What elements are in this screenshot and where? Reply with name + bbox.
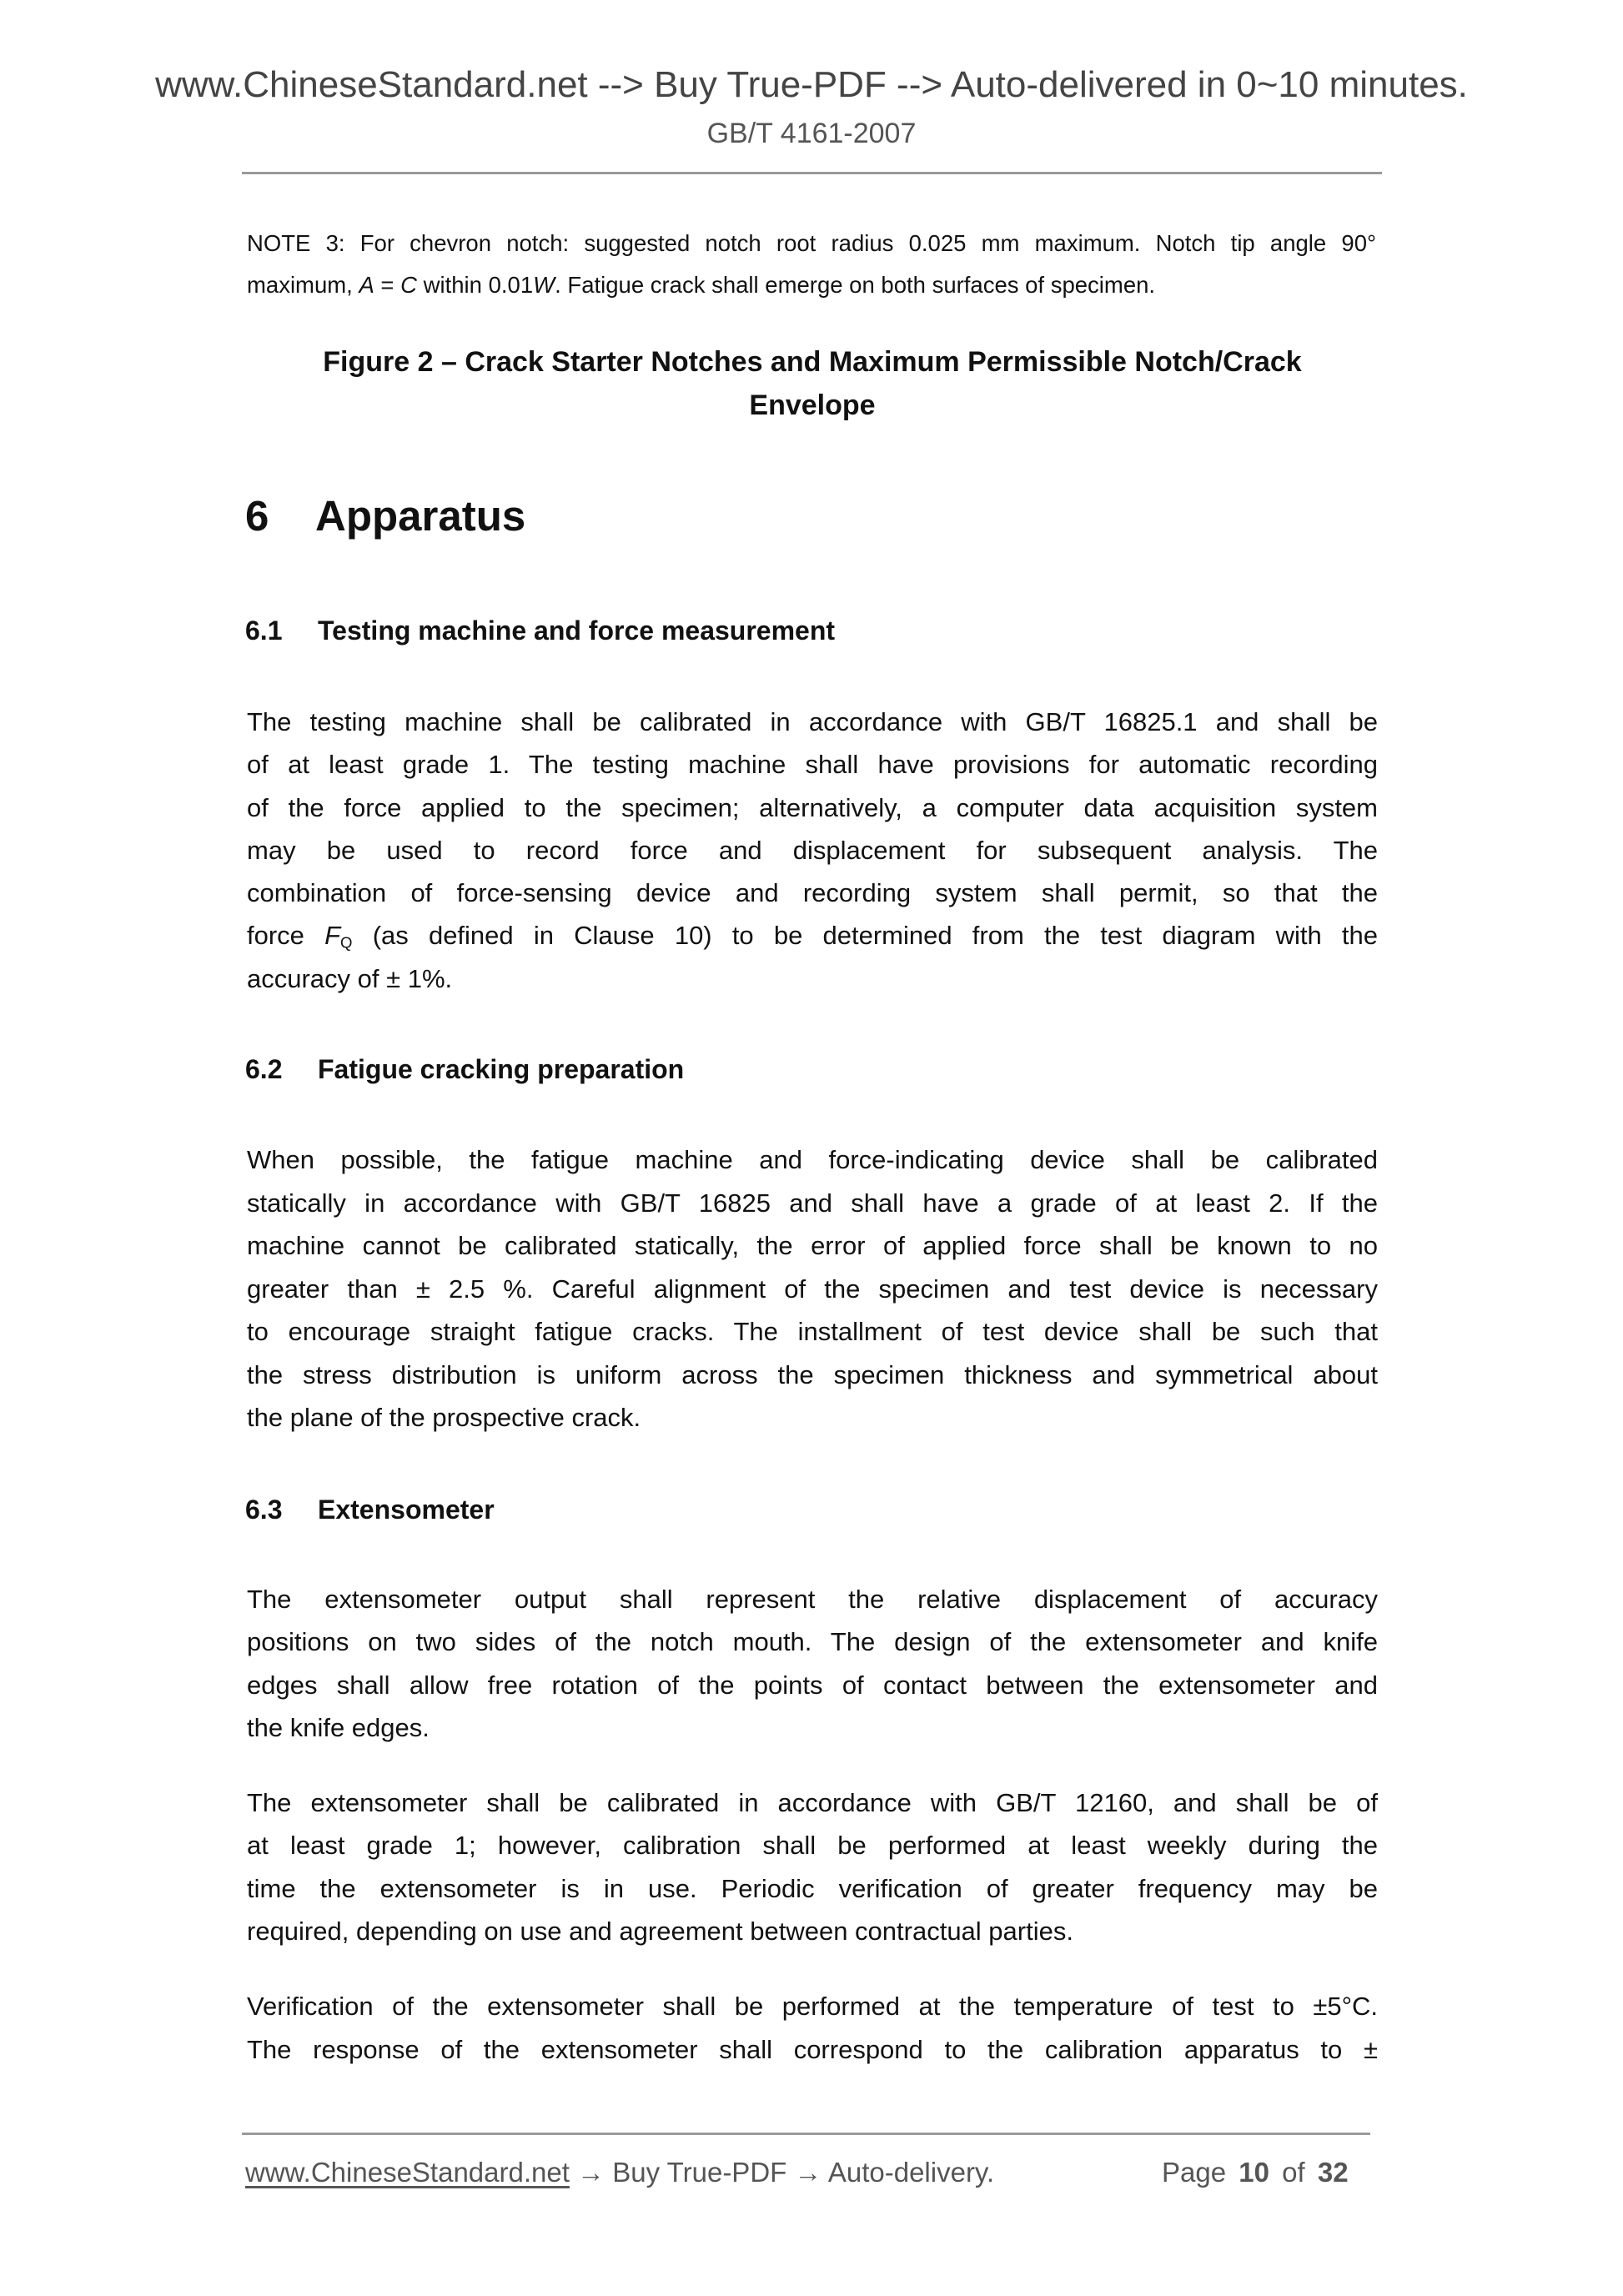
subsection-heading-6-1 — [245, 617, 835, 644]
body-line: Verification of the extensometer shall be performed at the temperature of test to ±5°C. — [247, 1992, 1378, 2021]
body-line: edges shall allow free rotation of the points of contact between the extensometer and — [247, 1671, 1378, 1700]
body-line: When possible, the fatigue machine and force-indicating device shall be calibrated — [247, 1145, 1378, 1174]
header-divider — [242, 172, 1382, 174]
body-line: combination of force-sensing device and recording system shall permit, so that the — [247, 878, 1378, 907]
body-line: the stress distribution is uniform across the specimen thickness and symmetrical about — [247, 1360, 1378, 1389]
footer-site-link[interactable]: www.ChineseStandard.net — [245, 2157, 570, 2188]
section-number: 6 — [245, 492, 269, 540]
subsection-heading-6-2 — [245, 1056, 684, 1083]
footer-delivery-text: Auto-delivery. — [827, 2157, 995, 2188]
subsection-heading-6-3 — [245, 1496, 495, 1523]
subsection-number: 6.2 — [245, 1054, 283, 1084]
header-promo-line: www.ChineseStandard.net --> Buy True-PDF --> Auto-delivered in 0~10 minutes. — [155, 64, 1468, 105]
body-line: to encourage straight fatigue cracks. The installment of test device shall be such that — [247, 1317, 1378, 1346]
figure-caption-line-1: Figure 2 – Crack Starter Notches and Maximum Permissible Notch/Crack — [323, 346, 1302, 378]
body-line: the plane of the prospective crack. — [247, 1403, 641, 1432]
subsection-title: Extensometer — [318, 1495, 495, 1525]
arrow-right-icon: → — [577, 2157, 605, 2188]
section-title: Apparatus — [315, 492, 526, 540]
body-line: greater than ± 2.5 %. Careful alignment of the specimen and test device is necessary — [247, 1274, 1378, 1304]
subsection-title: Fatigue cracking preparation — [318, 1054, 685, 1084]
body-line: statically in accordance with GB/T 16825 and shall have a grade of at least 2. If the — [247, 1188, 1378, 1218]
section-heading — [245, 492, 526, 540]
subsection-number: 6.3 — [245, 1495, 283, 1525]
body-line: required, depending on use and agreement between contractual parties. — [247, 1917, 1073, 1946]
var-a: A — [359, 272, 374, 298]
body-line: The extensometer output shall represent the relative displacement of accuracy — [247, 1585, 1378, 1614]
body-line: time the extensometer is in use. Periodic verification of greater frequency may be — [247, 1874, 1378, 1903]
body-line: of at least grade 1. The testing machine shall have provisions for automatic recording — [247, 750, 1378, 779]
figure-caption-line-2: Envelope — [749, 389, 876, 421]
body-line: The response of the extensometer shall correspond to the calibration apparatus to ± — [247, 2035, 1378, 2064]
body-line: of the force applied to the specimen; alternatively, a computer data acquisition system — [247, 793, 1378, 822]
page-number: 10 — [1239, 2157, 1269, 2188]
header-standard-id: GB/T 4161-2007 — [706, 118, 917, 149]
body-line: may be used to record force and displacement for subsequent analysis. The — [247, 836, 1378, 865]
subsection-number: 6.1 — [245, 615, 283, 646]
arrow-right-icon: → — [794, 2157, 822, 2188]
subsection-title: Testing machine and force measurement — [318, 615, 836, 646]
body-line: The extensometer shall be calibrated in accordance with GB/T 12160, and shall be of — [247, 1788, 1378, 1817]
var-w: W — [533, 272, 555, 298]
var-c: C — [400, 272, 418, 298]
page-label: Page — [1162, 2157, 1227, 2188]
body-line: accuracy of ± 1%. — [247, 964, 453, 993]
note-line-1: NOTE 3: For chevron notch: suggested notch root radius 0.025 mm maximum. Notch tip angle 90° — [247, 230, 1376, 256]
note-line-2: maximum, A = C within 0.01W. Fatigue crack shall emerge on both surfaces of specimen. — [247, 272, 1156, 298]
of-label: of — [1282, 2157, 1305, 2188]
body-line: machine cannot be calibrated statically, the error of applied force shall be known to no — [247, 1231, 1378, 1260]
page-total: 32 — [1317, 2157, 1349, 2188]
footer-buy-text: Buy True-PDF — [612, 2157, 787, 2188]
footer-left — [245, 2158, 994, 2186]
body-line-force-fq: force $F_Q$ (as defined in Clause 10) to be determined from the test diagram with the — [247, 921, 1379, 952]
body-line: The testing machine shall be calibrated in accordance with GB/T 16825.1 and shall be — [247, 707, 1378, 736]
body-line: positions on two sides of the notch mouth. The design of the extensometer and knife — [247, 1627, 1378, 1656]
var-subscript-q: Q — [340, 933, 353, 952]
body-line: the knife edges. — [247, 1713, 430, 1742]
body-line: at least grade 1; however, calibration shall be performed at least weekly during the — [247, 1831, 1378, 1860]
page-indicator — [1162, 2158, 1366, 2186]
var-f: F — [324, 921, 341, 950]
footer-divider — [242, 2133, 1370, 2135]
